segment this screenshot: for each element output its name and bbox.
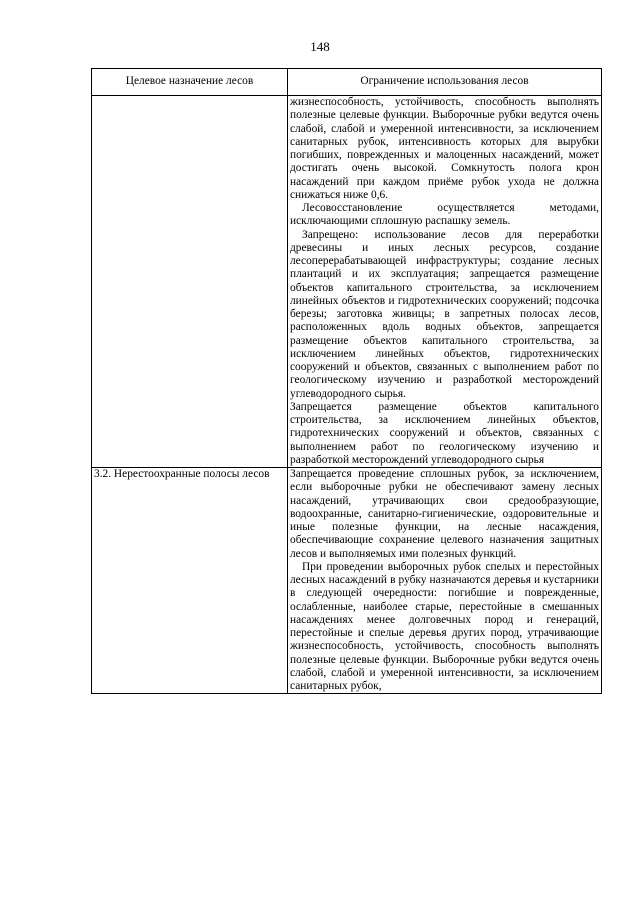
table-header-row [92,69,602,96]
purpose-cell [92,96,288,468]
table-row [92,96,602,468]
header-forest-purpose: Целевое назначение лесов [92,69,288,96]
restriction-paragraph: Запрещается проведение сплошных рубок, за исключением, если выборочные рубки не обеспечивают замену лесных насаждений, утрачивающих свои средообразующие, водоохранные, санитарно-гигиенические, оздоровительные и иные полезные функции, на лесные насаждения, обеспечивающие сохранение целевого назначения защитных лесов и выполняемых ими полезных функций. [290,468,599,560]
restriction-paragraph: Запрещено: использование лесов для переработки древесины и иных лесных ресурсов, создание лесоперерабатывающей инфраструктуры; создание лесных плантаций и их эксплуатация; запрещается размещение объектов капитального строительства, за исключением линейных объектов и гидротехнических сооружений; подсочка березы; заготовка живицы; в запретных полосах лесов, расположенных вдоль водных объектов, запрещается размещение объектов капитального строительства, за исключением линейных объектов, гидротехнических сооружений и объектов, связанных с выполнением работ по геологическому изучению и разработкой месторождений углеводородного сырья. [290,228,599,400]
restriction-paragraph: При проведении выборочных рубок спелых и перестойных лесных насаждений в рубку назначаются деревья и кустарники в следующей очередности: погибшие и поврежденные, ослабленные, наиболее старые, перестойные в смешанных насаждениях менее долговечных пород и генераций, перестойные и спелые деревья других пород, утрачивающие жизнеспособность, устойчивость, способность выполнять полезные целевые функции. Выборочные рубки ведутся очень слабой, слабой и умеренной интенсивности, за исключением санитарных рубок, [290,560,599,692]
header-usage-restriction: Ограничение использования лесов [288,69,602,96]
page-number: 148 [310,39,330,54]
restriction-paragraph: Запрещается размещение объектов капитального строительства, за исключением линейных объектов, гидротехнических сооружений и объектов, связанных с выполнением работ по геологическому изучению и разработкой месторождений углеводородного сырья [290,400,599,466]
restrictions-table [91,68,602,694]
table-row [92,468,602,694]
restriction-paragraph: жизнеспособность, устойчивость, способность выполнять полезные целевые функции. Выборочные рубки ведутся очень слабой, слабой и умеренной интенсивности, за исключением санитарных рубок, интенсивность которых для вырубки погибших, поврежденных и малоценных насаждений, может достигать очень высокой. Сомкнутость полога крон насаждений при каждом приёме рубок ухода не должна снижаться ниже 0,6. [290,96,599,201]
restriction-paragraph: Лесовосстановление осуществляется методами, исключающими сплошную распашку земель. [290,202,599,228]
restriction-cell [288,468,602,694]
purpose-cell: 3.2. Нерестоохранные полосы лесов [92,468,288,694]
restriction-cell [288,96,602,468]
